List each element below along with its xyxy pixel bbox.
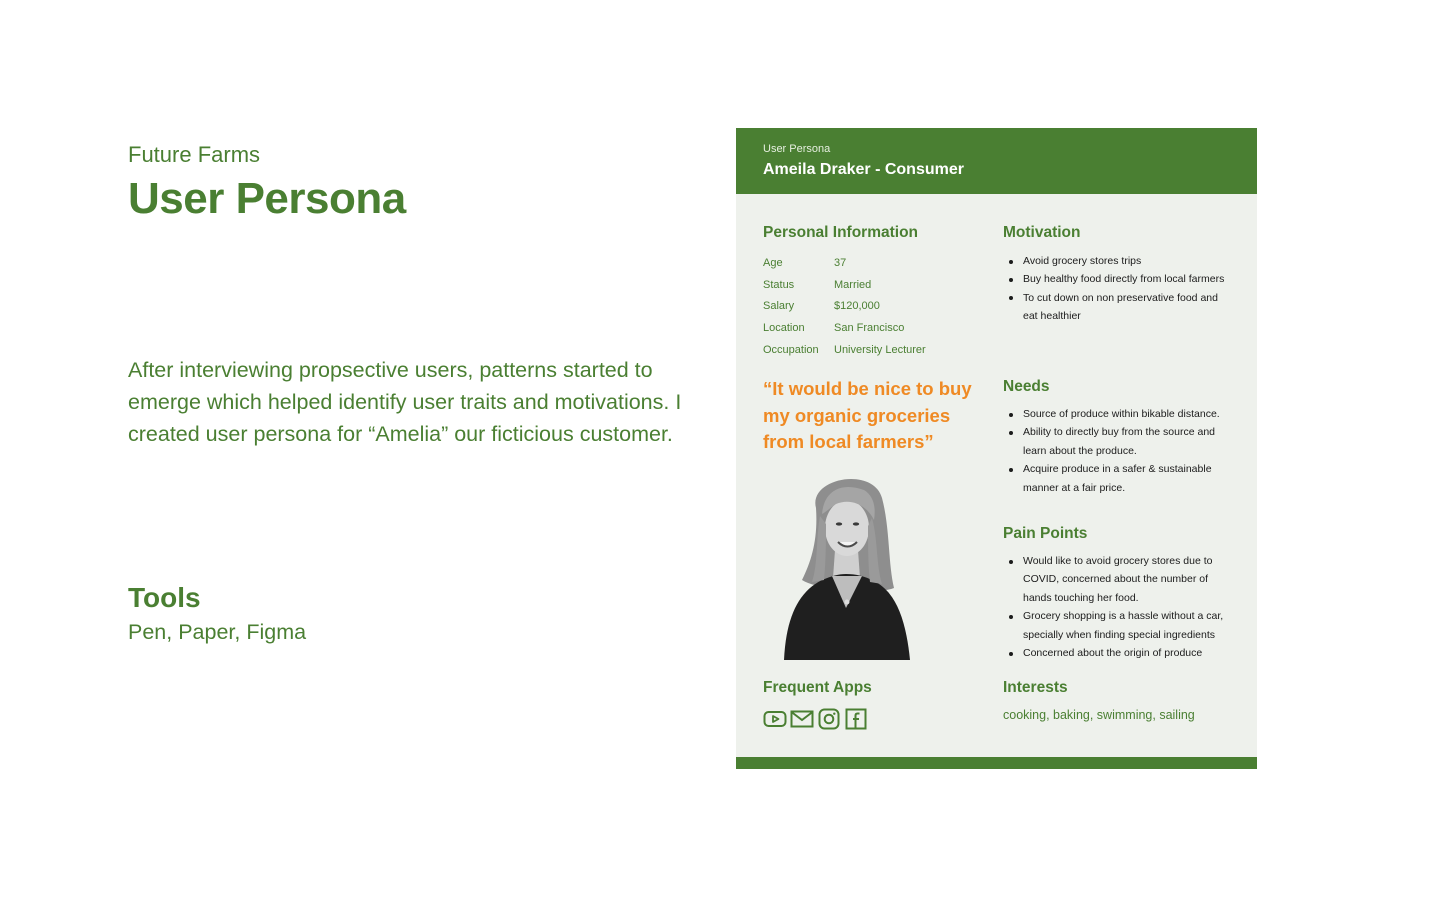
- facebook-icon: [844, 707, 868, 731]
- list-item: Grocery shopping is a hassle without a car, specially when finding special ingredients: [1003, 607, 1235, 644]
- personal-info-value: $120,000: [834, 300, 880, 313]
- personal-info-row-occupation: [763, 339, 926, 361]
- personal-info-row-salary: [763, 296, 926, 318]
- pain-points-heading: Pain Points: [1003, 525, 1088, 542]
- motivation-list: [1003, 252, 1235, 326]
- interests-text: cooking, baking, swimming, sailing: [1003, 708, 1195, 722]
- page-title: User Persona: [128, 174, 406, 223]
- motivation-heading: Motivation: [1003, 224, 1081, 241]
- mail-icon: [790, 707, 814, 731]
- interests-heading: Interests: [1003, 679, 1068, 696]
- needs-heading: Needs: [1003, 378, 1050, 395]
- persona-card-footer: [736, 757, 1257, 769]
- tools-list: Pen, Paper, Figma: [128, 620, 307, 644]
- frequent-apps-heading: Frequent Apps: [763, 679, 872, 696]
- list-item: To cut down on non preservative food and eat healthier: [1003, 289, 1235, 326]
- persona-name: Ameila Draker - Consumer: [763, 161, 964, 178]
- personal-info-value: 37: [834, 256, 847, 269]
- persona-photo: [778, 468, 912, 660]
- personal-info-row-location: [763, 317, 926, 339]
- intro-paragraph: After interviewing propsective users, patterns started to emerge which helped identify user traits and motivations. I created user persona for “Amelia” our ficticious customer.: [128, 358, 682, 446]
- personal-info-value: San Francisco: [834, 322, 905, 335]
- list-item: Acquire produce in a safer & sustainable manner at a fair price.: [1003, 460, 1235, 497]
- personal-info-value: University Lecturer: [834, 344, 926, 357]
- list-item: Source of produce within bikable distance.: [1003, 405, 1235, 423]
- list-item: Buy healthy food directly from local farmers: [1003, 270, 1235, 288]
- personal-info-label: Occupation: [763, 344, 819, 357]
- project-name: Future Farms: [128, 142, 261, 167]
- needs-list: [1003, 405, 1235, 497]
- personal-info-label: Age: [763, 256, 783, 269]
- personal-info-heading: Personal Information: [763, 224, 919, 241]
- tools-heading: Tools: [128, 582, 201, 613]
- list-item: Avoid grocery stores trips: [1003, 252, 1235, 270]
- persona-photo-illustration: [778, 468, 912, 660]
- list-item: Ability to directly buy from the source and learn about the produce.: [1003, 423, 1235, 460]
- persona-card: [736, 128, 1257, 769]
- instagram-icon: [817, 707, 841, 731]
- persona-card-kicker: User Persona: [763, 143, 831, 155]
- personal-info-label: Status: [763, 278, 795, 291]
- list-item: Would like to avoid grocery stores due to COVID, concerned about the number of hands touching her food.: [1003, 552, 1235, 607]
- personal-info-value: Married: [834, 278, 872, 291]
- persona-quote: “It would be nice to buy my organic groceries from local farmers”: [763, 378, 972, 452]
- personal-info-label: Location: [763, 322, 805, 335]
- personal-info-row-age: [763, 252, 926, 274]
- youtube-icon: [763, 707, 787, 731]
- personal-info-row-status: [763, 274, 926, 296]
- personal-info-table: [763, 252, 926, 361]
- personal-info-label: Salary: [763, 300, 795, 313]
- list-item: Concerned about the origin of produce: [1003, 644, 1235, 662]
- pain-points-list: [1003, 552, 1235, 662]
- frequent-apps-list: [763, 707, 868, 731]
- persona-card-header: [736, 128, 1257, 194]
